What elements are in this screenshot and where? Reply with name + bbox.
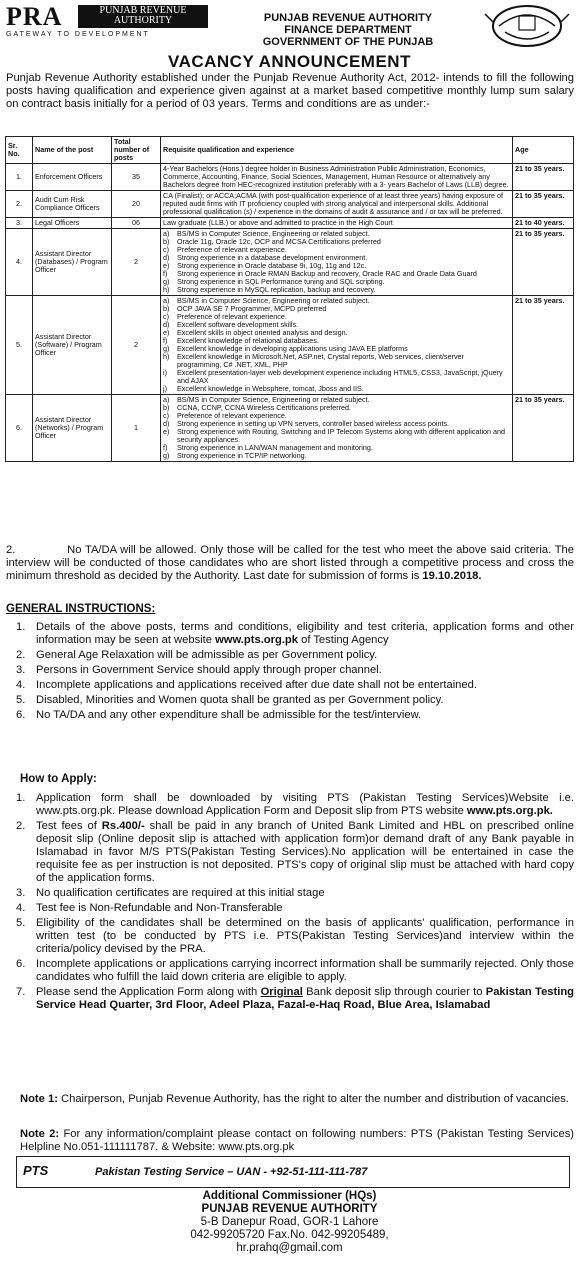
row-post-name: Legal Officers (33, 218, 112, 229)
organization-block (238, 12, 458, 48)
qualification-letter: f) (163, 443, 168, 452)
instruction-item (16, 709, 574, 722)
qualification-letter: a) (163, 229, 170, 238)
table-row (6, 218, 574, 229)
general-instructions-list (16, 621, 574, 724)
qualification-letter: g) (163, 344, 170, 353)
row-post-name: Assistant Director (Software) / Program Officer (33, 296, 112, 395)
qualification-text: Excellent software development skills. (177, 320, 299, 329)
row-sr: 2. (6, 191, 33, 218)
instruction-number: 5. (16, 694, 26, 706)
row-age: 21 to 40 years. (513, 218, 574, 229)
criteria-note-num: 2. (6, 544, 16, 556)
row-age: 21 to 35 years. (513, 296, 574, 395)
instruction-text-after: shall be paid in any branch of United Bank Limited and HBL on prescribed online deposit slip (Online deposit slip is attached with application form)or demand draft of any Bank payable in Islamabad in favor M/S PTS(Pakistan Testing Services).No application will be entertained in case the requisite fee as per instruction is not deposited. PTS's copy of original slip must be attached with hard copy of the application forms. (36, 820, 575, 884)
instruction-item (16, 621, 574, 647)
instruction-number: 3. (16, 887, 26, 899)
qualification-letter: c) (163, 245, 169, 254)
instruction-item (16, 917, 574, 956)
instruction-text: Details of the above posts, terms and conditions, eligibility and test criteria, application forms and other information may be seen at website (36, 621, 574, 646)
qualification-text: Strong experience in Oracle database 9i, 10g, 11g and 12c. (177, 261, 367, 270)
qualification-letter: b) (163, 304, 170, 313)
qualification-letter: c) (163, 312, 169, 321)
row-sr: 1. (6, 164, 33, 191)
header (0, 0, 579, 52)
row-qualification: 4-Year Bachelors (Hons.) degree holder in Business Administration Public Administration, Economics, Commerce, Accounting, Finance, Social Sciences, Management, Human Resource or alternatively any Bachelors degree from HEC-recognized institution preferably with a 3- years Bachelor of Laws (LLB) degree. (161, 164, 513, 191)
instruction-number: 4. (16, 679, 26, 691)
instruction-item (16, 694, 574, 707)
qualification-letter: a) (163, 395, 170, 404)
qualification-letter: a) (163, 296, 170, 305)
instruction-number: 5. (16, 917, 26, 929)
address-line-4: 042-99205720 Fax.No. 042-99205489, (190, 1229, 389, 1241)
qualification-text: Excellent skills in object oriented analysis and design. (177, 328, 348, 337)
row-qualification: CA (Finalist); or ACCA;ACMA (with post-qualification experience of at least three years) having exposure of reputed audit firms with IT proficiency coupled with strong analytical and interpersonal skills. Additional professional qualification (s) / experience in the domains of audit & assurance and / or tax will be preferred. (161, 191, 513, 218)
row-num-posts: 2 (112, 229, 161, 296)
row-qualification: Law graduate (LLB.) or above and admitted to practice in the High Court (161, 218, 513, 229)
qualification-text: Strong experience with Routing, Switching and IP Telecom Systems along with different application and security appliances. (177, 427, 506, 444)
instruction-text: Test fee is Non-Refundable and Non-Transferable (36, 902, 283, 914)
instruction-emphasis: www.pts.org.pk (215, 634, 298, 646)
col-post-name: Name of the post (33, 137, 112, 164)
posts-table (5, 136, 574, 462)
qualification-letter: j) (163, 384, 167, 393)
instruction-text: No TA/DA and any other expenditure shall be admissible for the test/interview. (36, 709, 422, 721)
qualification-text: Strong experience in MySQL replication, backup and recovery. (177, 285, 376, 294)
pts-footer (16, 1156, 570, 1188)
instruction-item (16, 902, 574, 915)
row-num-posts: 06 (112, 218, 161, 229)
qualification-letter: e) (163, 328, 170, 337)
instruction-item (16, 820, 574, 885)
note-2-text: For any information/complaint please contact on following numbers: PTS (Pakistan Testing Services) Helpline No.051-111111787. & Website: www.pts.org.pk (20, 1128, 575, 1153)
instruction-text: Disabled, Minorities and Women quota shall be granted as per Government policy. (36, 694, 444, 706)
qualification-item (163, 452, 510, 460)
row-age: 21 to 35 years. (513, 191, 574, 218)
instruction-number: 1. (16, 621, 26, 633)
qualification-letter: g) (163, 451, 170, 460)
instruction-number: 4. (16, 902, 26, 914)
qualification-letter: e) (163, 261, 170, 270)
qualification-text: Strong experience in TCP/IP networking. (177, 451, 307, 460)
instruction-item (16, 887, 574, 900)
table-row (6, 164, 574, 191)
instruction-text: Application form shall be downloaded by visiting PTS (Pakistan Testing Services)Website i.e. www.pts.org.pk. Please download Application Form and Deposit slip from PTS website (36, 792, 574, 817)
instruction-number: 1. (16, 792, 26, 804)
criteria-note-text: No TA/DA will be allowed. Only those will be called for the test who meet the above said criteria. The interview will be conducted of those candidates who are short listed through a competitive process and cross the minimum threshold as decided by the Authority. Last date for submission of forms is (6, 544, 575, 582)
pra-logo: PRA (6, 2, 63, 31)
instruction-text: Please send the Application Form along with (36, 986, 258, 998)
row-sr: 3. (6, 218, 33, 229)
table-row (6, 395, 574, 462)
instruction-number: 6. (16, 709, 26, 721)
row-qualification (161, 229, 513, 296)
intro-paragraph: Punjab Revenue Authority established under the Punjab Revenue Authority Act, 2012- intends to fill the following posts having qualification and experience given against at a market based competitive monthly lump sum salary on contract basis initially for a period of 03 years. Terms and conditions are as under:- (6, 72, 574, 110)
row-post-name: Enforcement Officers (33, 164, 112, 191)
note-2 (20, 1128, 574, 1154)
qualification-text: Preference of relevant experience. (177, 245, 287, 254)
row-sr: 4. (6, 229, 33, 296)
last-date: 19.10.2018. (422, 570, 482, 582)
general-instructions-heading: GENERAL INSTRUCTIONS: (6, 603, 156, 615)
address-line-1: Additional Commissioner (HQs) (202, 1190, 377, 1202)
instruction-item (16, 958, 574, 984)
col-num-posts: Total number of posts (112, 137, 161, 164)
pts-logo: PTS (23, 1163, 49, 1178)
qualification-text: BS/MS in Computer Science, Engineering or related subject. (177, 296, 370, 305)
qualification-text: OCP JAVA SE 7 Programmer, MCPD preferred (177, 304, 327, 313)
instruction-number: 2. (16, 820, 26, 832)
qualification-text: Oracle 11g, Oracle 12c, OCP and MCSA Certifications preferred (177, 237, 381, 246)
note-1-text: Chairperson, Punjab Revenue Authority, has the right to alter the number and distribution of vacancies. (61, 1093, 569, 1105)
qualification-letter: d) (163, 419, 170, 428)
instruction-text: No qualification certificates are required at this initial stage (36, 887, 325, 899)
qualification-list (163, 230, 510, 294)
row-num-posts: 20 (112, 191, 161, 218)
qualification-text: Excellent knowledge in Microsoft.Net, ASP.net, Crystal reports, Web services, client/server programming, C# .NET, XML, PHP (177, 352, 464, 369)
how-to-apply-list (16, 792, 574, 1014)
row-age: 21 to 35 years. (513, 395, 574, 462)
instruction-emphasis: Original (260, 986, 303, 998)
table-header-row (6, 137, 574, 164)
qualification-text: Excellent knowledge of relational databases. (177, 336, 319, 345)
note-1 (20, 1093, 574, 1106)
qualification-letter: f) (163, 336, 168, 345)
instruction-emphasis: Rs.400/- (101, 820, 145, 832)
qualification-text: Excellent knowledge in developing applications using JAVA EE platforms (177, 344, 408, 353)
row-sr: 5. (6, 296, 33, 395)
qualification-letter: d) (163, 320, 170, 329)
qualification-text: Strong experience in a database development environment. (177, 253, 368, 262)
qualification-text: Preference of relevant experience. (177, 411, 287, 420)
qualification-text: Excellent presentation-layer web development experience including HTML5, CSS3, JavaScript, jQuery and AJAX (177, 368, 503, 385)
how-to-apply-heading: How to Apply: (20, 773, 97, 785)
instruction-item (16, 792, 574, 818)
government-emblem-icon (479, 2, 575, 48)
col-qualification: Requisite qualification and experience (161, 137, 513, 164)
instruction-text: Eligibility of the candidates shall be determined on the basis of applicants' qualification, performance in written test (to be conducted by PTS i.e. PTS(Pakistan Testing Services)and interview within the criteria/policy devised by the PRA. (36, 917, 574, 955)
instruction-text: Incomplete applications or applications carrying incorrect information shall be summarily rejected. Only those candidates who fulfill the laid down criteria are eligible to apply. (36, 958, 574, 983)
qualification-letter: c) (163, 411, 169, 420)
instruction-text: Persons in Government Service should apply through proper channel. (36, 664, 382, 676)
row-num-posts: 1 (112, 395, 161, 462)
row-post-name: Assistant Director (Databases) / Program Officer (33, 229, 112, 296)
row-post-name: Audit Cum Risk Compliance Officers (33, 191, 112, 218)
row-num-posts: 2 (112, 296, 161, 395)
qualification-text: Excellent knowledge in Websphere, tomcat, Jboss and IIS. (177, 384, 364, 393)
contact-address (0, 1190, 579, 1255)
qualification-list (163, 297, 510, 393)
qualification-text: Strong experience in SQL Performance tuning and SQL scripting. (177, 277, 385, 286)
row-age: 21 to 35 years. (513, 164, 574, 191)
qualification-letter: g) (163, 277, 170, 286)
instruction-item (16, 679, 574, 692)
instruction-item (16, 986, 574, 1012)
qualification-text: BS/MS in Computer Science, Engineering or related subject. (177, 229, 370, 238)
qualification-list (163, 396, 510, 460)
note-2-label: Note 2: (20, 1128, 60, 1140)
qualification-item (163, 428, 510, 444)
instruction-emphasis: www.pts.org.pk. (466, 805, 553, 817)
instruction-text-after: of Testing Agency (301, 634, 389, 646)
instruction-text: General Age Relaxation will be admissible as per Government policy. (36, 649, 378, 661)
row-qualification (161, 296, 513, 395)
table-row (6, 296, 574, 395)
address-line-2: PUNJAB REVENUE AUTHORITY (201, 1203, 378, 1215)
org-line-3: GOVERNMENT OF THE PUNJAB (262, 36, 434, 48)
row-num-posts: 35 (112, 164, 161, 191)
col-sr: Sr. No. (6, 137, 33, 164)
row-post-name: Assistant Director (Networks) / Program Officer (33, 395, 112, 462)
table-row (6, 191, 574, 218)
instruction-text: Incomplete applications and applications received after due date shall not be entertained. (36, 679, 477, 691)
qualification-item (163, 353, 510, 369)
qualification-letter: h) (163, 285, 170, 294)
row-sr: 6. (6, 395, 33, 462)
org-line-1: PUNJAB REVENUE AUTHORITY (263, 12, 433, 24)
row-qualification (161, 395, 513, 462)
qualification-letter: h) (163, 352, 170, 361)
row-age: 21 to 35 years. (513, 229, 574, 296)
col-age: Age (513, 137, 574, 164)
pts-contact-line: Pakistan Testing Service – UAN - +92-51-111-111-787 (95, 1166, 368, 1178)
qualification-text: Strong experience in setting up VPN servers, controller based wireless access points. (177, 419, 450, 428)
qualification-letter: b) (163, 403, 170, 412)
table-row (6, 229, 574, 296)
qualification-letter: b) (163, 237, 170, 246)
qualification-item (163, 385, 510, 393)
qualification-letter: f) (163, 269, 168, 278)
qualification-item (163, 286, 510, 294)
page-title: VACANCY ANNOUNCEMENT (168, 52, 411, 71)
qualification-text: Preference of relevant experience. (177, 312, 287, 321)
qualification-letter: e) (163, 427, 170, 436)
courier-address: Pakistan Testing Service Head Quarter, 3rd Floor, Adeel Plaza, Fazal-e-Haq Road, Blue Area, Islamabad (36, 986, 575, 1011)
qualification-item (163, 369, 510, 385)
instruction-text-after: Bank deposit slip through courier to (306, 986, 483, 998)
instruction-number: 6. (16, 958, 26, 970)
address-email: hr.prahq@gmail.com (236, 1242, 343, 1254)
qualification-text: Strong experience in LAN/WAN management and monitoring. (177, 443, 373, 452)
qualification-letter: i) (163, 368, 167, 377)
pra-logo-tagline: GATEWAY TO DEVELOPMENT (6, 31, 150, 38)
pra-logo-name: PUNJAB REVENUE AUTHORITY (78, 5, 208, 28)
instruction-text: Test fees of (36, 820, 97, 832)
note-1-label: Note 1: (20, 1093, 58, 1105)
qualification-text: BS/MS in Computer Science, Engineering or related subject. (177, 395, 370, 404)
instruction-item (16, 664, 574, 677)
instruction-number: 2. (16, 649, 26, 661)
instruction-item (16, 649, 574, 662)
instruction-number: 7. (16, 986, 26, 998)
criteria-note (6, 544, 574, 583)
org-line-2: FINANCE DEPARTMENT (284, 24, 412, 36)
instruction-number: 3. (16, 664, 26, 676)
address-line-3: 5-B Danepur Road, GOR-1 Lahore (200, 1216, 379, 1228)
qualification-text: Strong experience in Oracle RMAN Backup and recovery, Oracle RAC and Oracle Data Guard (177, 269, 477, 278)
qualification-letter: d) (163, 253, 170, 262)
qualification-text: CCNA, CCNP, CCNA Wireless Certifications preferred. (177, 403, 352, 412)
